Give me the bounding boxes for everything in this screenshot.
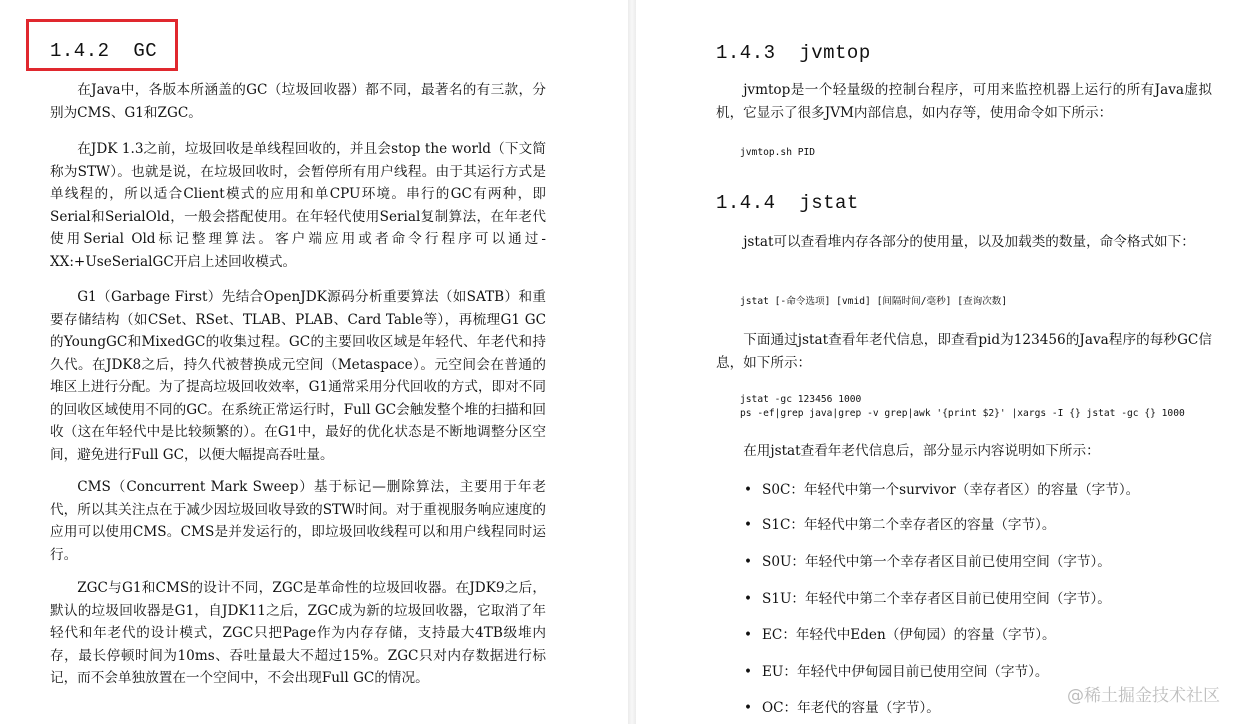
paragraph-zgc: ZGC与G1和CMS的设计不同，ZGC是革命性的垃圾回收器。在JDK9之后，默认的垃圾回收器是G1，自JDK11之后，ZGC成为新的垃圾回收器，它取消了年轻代和年老代的设计模式，ZGC只把Page作为内存存储，支持最大4TB级堆内存，最长停顿时间为10ms、吞吐量最大不超过15%。ZGC只对内存数据进行标记，而不会单独放置在一个空间中，不会出现Full GC的情况。 bbox=[50, 580, 546, 686]
bullet-mark: • bbox=[744, 554, 753, 570]
page-gutter bbox=[628, 0, 636, 724]
list-item bbox=[744, 698, 940, 718]
section-heading-gc: 1.4.2 GC bbox=[50, 40, 158, 62]
bullet-mark: • bbox=[744, 482, 753, 498]
code-jstat-format: jstat [-命令选项] [vmid] [间隔时间/毫秒] [查询次数] bbox=[740, 296, 1008, 307]
list-item bbox=[744, 515, 1055, 535]
list-item-text: OC：年老代的容量（字节）。 bbox=[762, 700, 940, 716]
code-jstat-example-1: jstat -gc 123456 1000 bbox=[740, 394, 862, 405]
bullet-mark: • bbox=[744, 700, 753, 716]
list-item-text: S0C：年轻代中第一个survivor（幸存者区）的容量（字节）。 bbox=[762, 482, 1140, 498]
bullet-mark: • bbox=[744, 627, 753, 643]
section-heading-jstat: 1.4.4 jstat bbox=[716, 192, 859, 214]
list-item bbox=[744, 625, 1056, 645]
code-jstat-example-2: ps -ef|grep java|grep -v grep|awk '{print $2}' |xargs -I {} jstat -gc {} 1000 bbox=[740, 408, 1185, 419]
watermark: @稀土掘金技术社区 bbox=[1067, 686, 1220, 706]
right-page bbox=[636, 0, 1240, 724]
paragraph-jstat-example: 下面通过jstat查看年老代信息，即查看pid为123456的Java程序的每秒GC信息，如下所示： bbox=[716, 332, 1212, 371]
paragraph-g1-gc: G1（Garbage First）先结合OpenJDK源码分析重要算法（如SATB）和重要存储结构（如CSet、RSet、TLAB、PLAB、Card Table等），再梳理G1 GC的YoungGC和MixedGC的收集过程。GC的主要回收区域是年轻代、年老代和持久代。在JDK8之后，持久代被替换成元空间（Metaspace）。元空间会在普通的堆区上进行分配。为了提高垃圾回收效率，G1通常采用分代回收的方式，即对不同的回收区域使用不同的GC。在系统正常运行时，Full GC会触发整个堆的扫描和回收（这在年轻代中是比较频繁的）。在G1中，最好的优化状态是不断地调整分区空间，避免进行Full GC，以便大幅提高吞吐量。 bbox=[50, 289, 546, 463]
section-heading-jvmtop: 1.4.3 jvmtop bbox=[716, 42, 871, 64]
paragraph-jvmtop: jvmtop是一个轻量级的控制台程序，可用来监控机器上运行的所有Java虚拟机，它显示了很多JVM内部信息，如内存等，使用命令如下所示： bbox=[716, 82, 1212, 121]
list-item bbox=[744, 589, 1111, 609]
paragraph-gc-intro: 在Java中，各版本所涵盖的GC（垃圾回收器）都不同，最著名的有三款，分别为CMS、G1和ZGC。 bbox=[50, 82, 546, 121]
paragraph-cms-gc: CMS（Concurrent Mark Sweep）基于标记—删除算法，主要用于年老代，所以其关注点在于减少因垃圾回收导致的STW时间。对于重视服务响应速度的应用可以使用CMS。CMS是并发运行的，即垃圾回收线程可以和用户线程同时运行。 bbox=[50, 479, 546, 563]
list-item-text: S1C：年轻代中第二个幸存者区的容量（字节）。 bbox=[762, 517, 1056, 533]
list-item-text: S0U：年轻代中第一个幸存者区目前已使用空间（字节）。 bbox=[762, 554, 1111, 570]
list-item bbox=[744, 662, 1048, 682]
code-jvmtop: jvmtop.sh PID bbox=[740, 147, 816, 158]
list-item bbox=[744, 480, 1139, 500]
bullet-mark: • bbox=[744, 517, 753, 533]
paragraph-jstat-desc: 在用jstat查看年老代信息后，部分显示内容说明如下所示： bbox=[743, 443, 1100, 459]
list-item-text: S1U：年轻代中第二个幸存者区目前已使用空间（字节）。 bbox=[762, 591, 1111, 607]
paragraph-serial-gc: 在JDK 1.3之前，垃圾回收是单线程回收的，并且会stop the world（下文简称为STW）。也就是说，在垃圾回收时，会暂停所有用户线程。由于其运行方式是单线程的，所以适合Client模式的应用和单CPU环境。串行的GC有两种，即Serial和SerialOld，一般会搭配使用。在年轻代使用Serial复制算法，在年老代使用Serial Old标记整理算法。客户端应用或者命令行程序可以通过-XX:+UseSerialGC开启上述回收模式。 bbox=[50, 141, 546, 270]
bullet-mark: • bbox=[744, 591, 753, 607]
list-item-text: EU：年轻代中伊甸园目前已使用空间（字节）。 bbox=[762, 664, 1049, 680]
paragraph-jstat: jstat可以查看堆内存各部分的使用量，以及加载类的数量，命令格式如下： bbox=[743, 234, 1195, 250]
bullet-mark: • bbox=[744, 664, 753, 680]
list-item bbox=[744, 552, 1111, 572]
list-item-text: EC：年轻代中Eden（伊甸园）的容量（字节）。 bbox=[762, 627, 1056, 643]
